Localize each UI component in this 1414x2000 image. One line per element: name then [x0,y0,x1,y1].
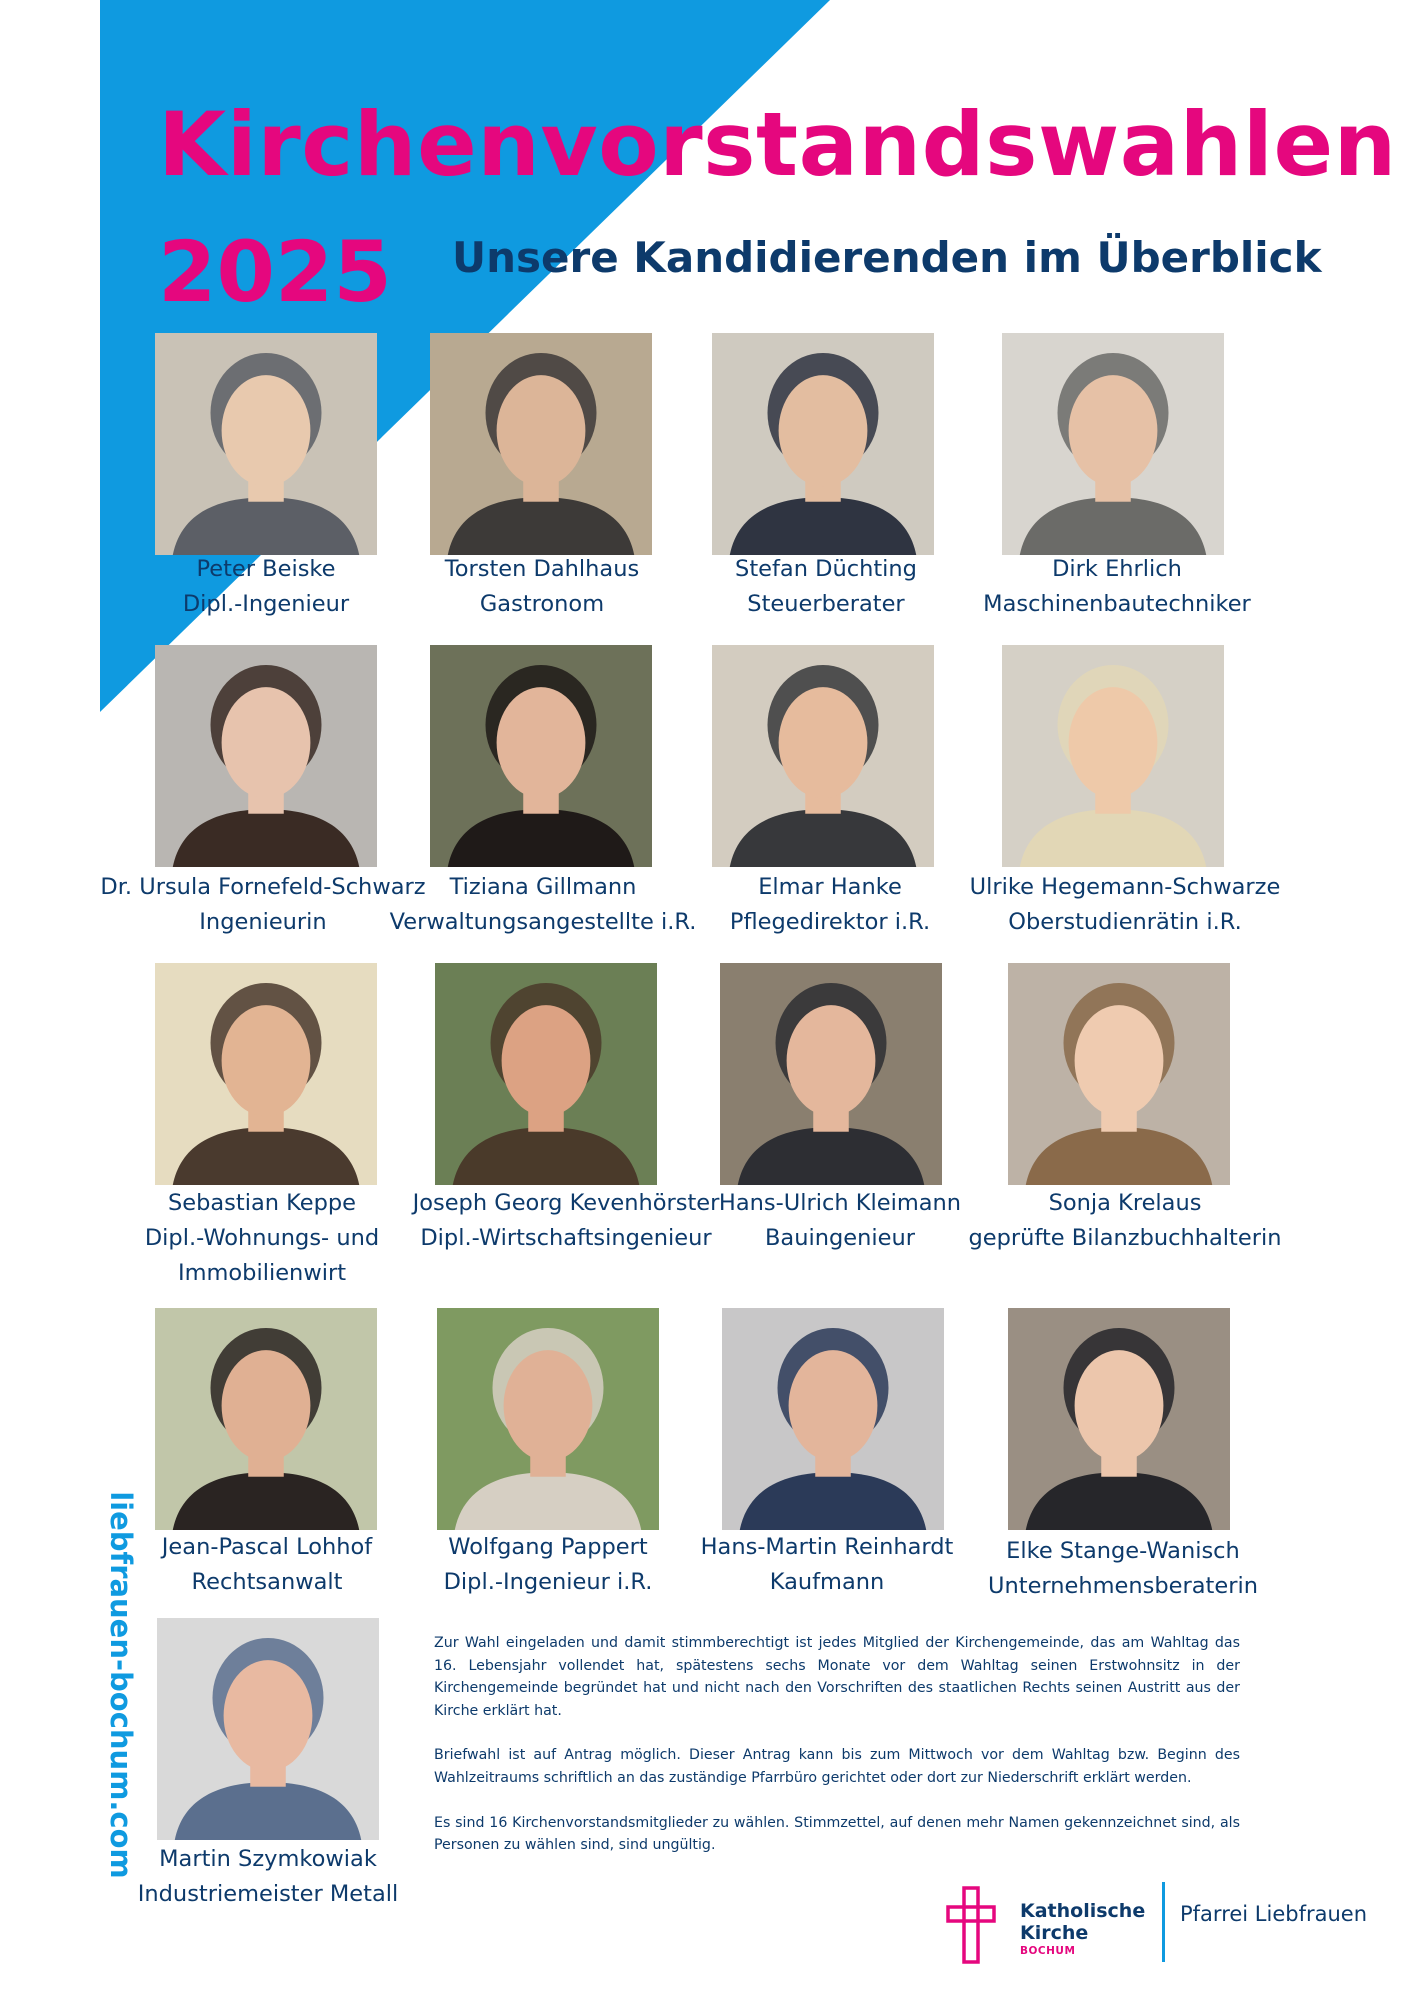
candidate-profession: Dipl.-Ingenieur [182,591,350,617]
logo-line-2: Kirche [1020,1922,1089,1944]
portrait-icon [435,963,657,1185]
candidate-photo [1002,333,1224,555]
candidate-photo [722,1308,944,1530]
candidate-name: Wolfgang Pappert [448,1534,648,1560]
candidate-name: Sebastian Keppe [167,1190,357,1216]
candidate-caption [952,552,1282,622]
candidate-profession: geprüfte Bilanzbuchhalterin [968,1225,1282,1251]
portrait-icon [155,333,377,555]
portrait-icon [157,1618,379,1840]
candidate-photo [155,645,377,867]
portrait-icon [155,1308,377,1530]
election-year: 2025 [158,223,392,321]
candidate-caption [960,870,1290,940]
candidate-profession: Dipl.-Ingenieur i.R. [443,1569,653,1595]
candidate-profession: Rechtsanwalt [191,1569,343,1595]
candidate-name: Hans-Ulrich Kleimann [718,1190,962,1216]
candidate-caption [958,1534,1288,1604]
candidate-profession: Verwaltungsangestellte i.R. [389,909,697,935]
parish-name: Pfarrei Liebfrauen [1180,1902,1368,1926]
candidate-name: Dirk Ehrlich [1052,556,1182,582]
candidate-photo [712,645,934,867]
portrait-icon [712,645,934,867]
candidate-photo [437,1308,659,1530]
candidate-photo [720,963,942,1185]
candidate-profession: Unternehmensberaterin [988,1573,1258,1599]
candidate-photo [157,1618,379,1840]
portrait-icon [155,645,377,867]
candidate-name: Hans-Martin Reinhardt [700,1534,954,1560]
candidate-profession: Kaufmann [769,1569,885,1595]
portrait-icon [430,333,652,555]
website-link[interactable]: liebfrauen-bochum.com [104,1491,138,1879]
candidate-name: Ulrike Hegemann-Schwarze [969,874,1281,900]
page-subtitle: Unsere Kandidierenden im Überblick [452,233,1322,282]
candidate-name: Sonja Krelaus [1048,1190,1202,1216]
candidate-photo [155,1308,377,1530]
candidate-photo [1008,963,1230,1185]
candidate-photo [1002,645,1224,867]
candidate-name: Tiziana Gillmann [449,874,637,900]
candidate-profession: Immobilienwirt [177,1260,347,1286]
info-paragraph-ballot: Es sind 16 Kirchenvorstandsmitglieder zu wählen. Stimmzettel, auf denen mehr Namen gekennzeichnet sind, als Personen zu wählen sind, sind ungültig. [434,1814,1240,1854]
logo-line-1: Katholische [1020,1900,1146,1922]
candidate-name: Jean-Pascal Lohhof [161,1534,373,1560]
logo-line-3: BOCHUM [1020,1945,1076,1957]
candidate-caption [665,870,995,940]
candidate-photo [430,333,652,555]
candidate-profession: Dipl.-Wirtschaftsingenieur [420,1225,712,1251]
logo-divider [1162,1882,1165,1962]
candidate-caption [662,1530,992,1600]
candidate-caption [675,1186,1005,1256]
page-title: Kirchenvorstandswahlen [158,93,1397,196]
candidate-caption [960,1186,1290,1256]
candidate-name: Stefan Düchting [735,556,917,582]
candidate-photo [435,963,657,1185]
candidate-profession: Pflegedirektor i.R. [729,909,931,935]
portrait-icon [712,333,934,555]
portrait-icon [722,1308,944,1530]
info-paragraph-postal-vote: Briefwahl ist auf Antrag möglich. Dieser Antrag kann bis zum Mittwoch vor dem Wahltag bzw. Beginn des Wahlzeitraums schriftlich an das zuständige Pfarrbüro gerichtet oder dort zur Niederschrift erklärt werden. [434,1747,1240,1786]
candidate-photo [430,645,652,867]
candidate-profession: Industriemeister Metall [137,1881,399,1907]
candidate-name: Elmar Hanke [758,874,902,900]
candidate-photo [712,333,934,555]
candidate-profession: Dipl.-Wohnungs- und [144,1225,380,1251]
portrait-icon [1008,1308,1230,1530]
candidate-photo [1008,1308,1230,1530]
portrait-icon [720,963,942,1185]
portrait-icon [430,645,652,867]
candidate-name: Dr. Ursula Fornefeld-Schwarz [100,874,426,900]
candidate-name: Joseph Georg Kevenhörster [412,1190,720,1216]
portrait-icon [1002,333,1224,555]
candidate-photo [155,333,377,555]
portrait-icon [155,963,377,1185]
candidate-profession: Oberstudienrätin i.R. [1008,909,1242,935]
church-logo-text [1020,1900,1145,1958]
candidate-caption [377,552,707,622]
candidate-name: Torsten Dahlhaus [444,556,640,582]
portrait-icon [437,1308,659,1530]
candidate-profession: Maschinenbautechniker [983,591,1251,617]
info-paragraph-eligibility: Zur Wahl eingeladen und damit stimmberechtigt ist jedes Mitglied der Kirchengemeinde, das am Wahltag das 16. Lebensjahr vollendet hat, spätestens sechs Monate vor dem Wahltag seinen Erstwohnsitz in der Kirchengemeinde begründet hat und nicht nach den Vorschriften des staatlichen Rechts seinen Austritt aus der Kirche erklärt hat. [434,1635,1240,1719]
candidate-caption [378,870,708,940]
candidate-caption [103,1842,433,1912]
candidate-profession: Steuerberater [747,591,905,617]
election-info [434,1632,1240,1879]
candidate-caption [661,552,991,622]
portrait-icon [1002,645,1224,867]
candidate-photo [155,963,377,1185]
candidate-profession: Gastronom [479,591,605,617]
candidate-profession: Bauingenieur [765,1225,915,1251]
candidate-caption [97,1186,427,1291]
cross-logo-icon [945,1885,997,1965]
candidate-name: Peter Beiske [196,556,336,582]
candidate-name: Elke Stange-Wanisch [1006,1538,1240,1564]
portrait-icon [1008,963,1230,1185]
candidate-profession: Ingenieurin [199,909,327,935]
candidate-name: Martin Szymkowiak [159,1846,377,1872]
